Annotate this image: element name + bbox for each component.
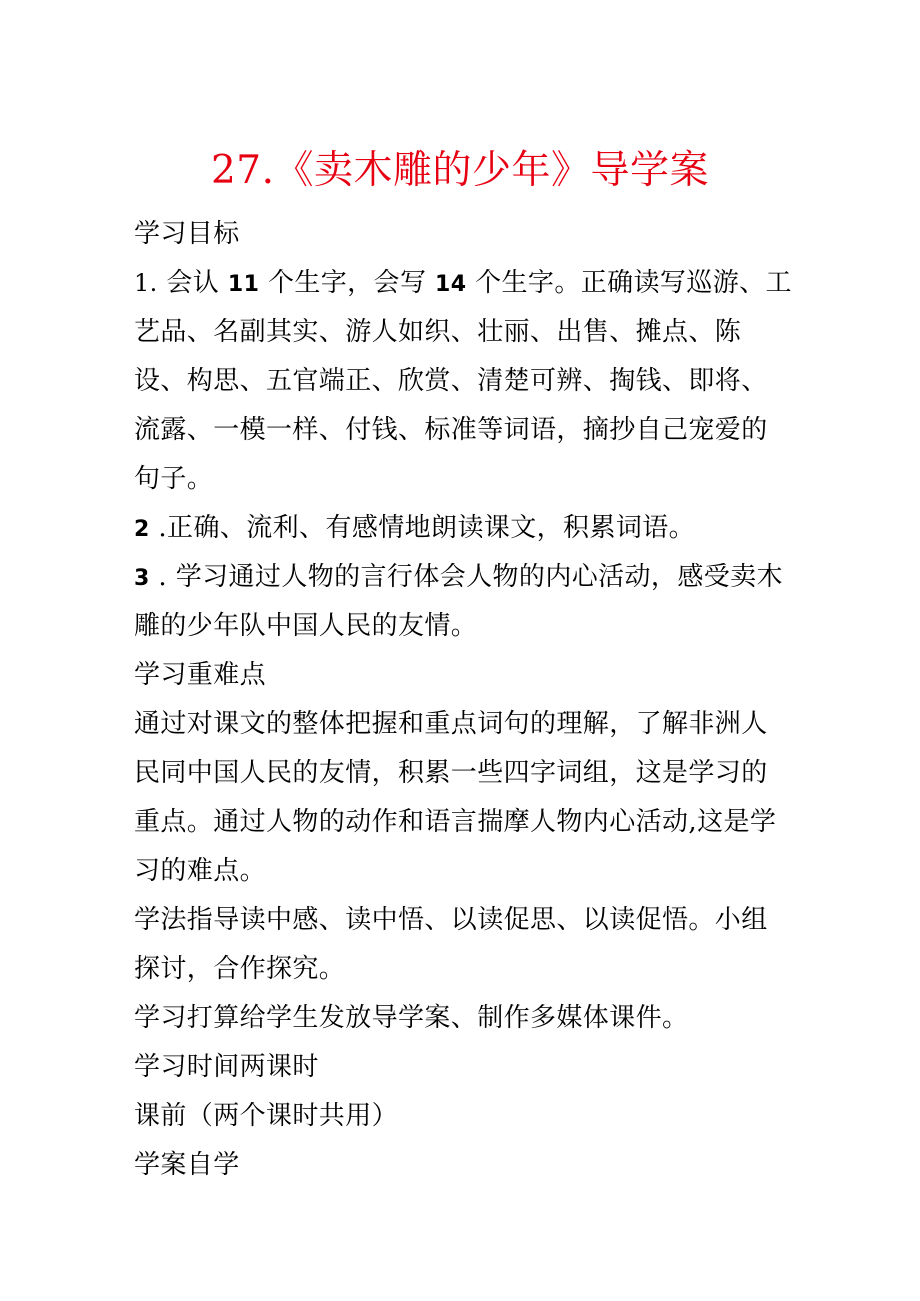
objective-1-line-1 — [134, 259, 792, 308]
heading-objectives: 学习目标 — [134, 219, 240, 249]
document-body — [134, 210, 792, 1190]
objective-1-text-c: 个生字。正确读写巡游、工 — [475, 268, 792, 298]
key-points-line-2: 民同中国人民的友情，积累一些四字词组，这是学习的 — [134, 758, 768, 788]
objective-1-count-read: 11 — [227, 272, 260, 297]
key-points-line-3: 重点。通过人物的动作和语言揣摩人物内心活动,这是学 — [134, 807, 777, 837]
method-line-2: 探讨，合作探究。 — [134, 954, 346, 984]
heading-key-points: 学习重难点 — [134, 660, 267, 690]
objective-3-line-1 — [134, 553, 784, 602]
objective-2-text: .正确、流利、有感情地朗读课文，积累词语。 — [158, 513, 696, 543]
objective-1-line-5: 句子。 — [134, 464, 214, 494]
objective-3-line-2: 雕的少年队中国人民的友情。 — [134, 611, 478, 641]
objective-3-number: 3 — [134, 566, 150, 591]
study-time-line: 学习时间两课时 — [134, 1052, 319, 1082]
objective-2-number: 2 — [134, 517, 150, 542]
objective-1-line-4: 流露、一模一样、付钱、标准等词语，摘抄自己宠爱的 — [134, 415, 768, 445]
document-title: 27.《卖木雕的少年》导学案 — [210, 148, 710, 193]
key-points-line-1: 通过对课文的整体把握和重点词句的理解，了解非洲人 — [134, 709, 768, 739]
objective-3-text: . 学习通过人物的言行体会人物的内心活动，感受卖木 — [158, 562, 783, 592]
method-line-1: 学法指导读中感、读中悟、以读促思、以读促悟。小组 — [134, 905, 768, 935]
preparation-line: 学习打算给学生发放导学案、制作多媒体课件。 — [134, 1003, 689, 1033]
self-study-line: 学案自学 — [134, 1150, 240, 1180]
objective-1-line-2: 艺品、名副其实、游人如织、壮丽、出售、摊点、陈 — [134, 317, 742, 347]
objective-1-text-a: 会认 — [166, 268, 220, 298]
objective-1-number: 1. — [134, 269, 158, 297]
key-points-line-4: 习的难点。 — [134, 856, 267, 886]
objective-1-text-b: 个生字，会写 — [267, 268, 427, 298]
objective-1-count-write: 14 — [435, 272, 467, 297]
before-class-line: 课前（两个课时共用） — [134, 1101, 399, 1131]
objective-1-line-3: 设、构思、五官端正、欣赏、清楚可辨、掏钱、即将、 — [134, 366, 768, 396]
objective-2 — [134, 504, 784, 553]
